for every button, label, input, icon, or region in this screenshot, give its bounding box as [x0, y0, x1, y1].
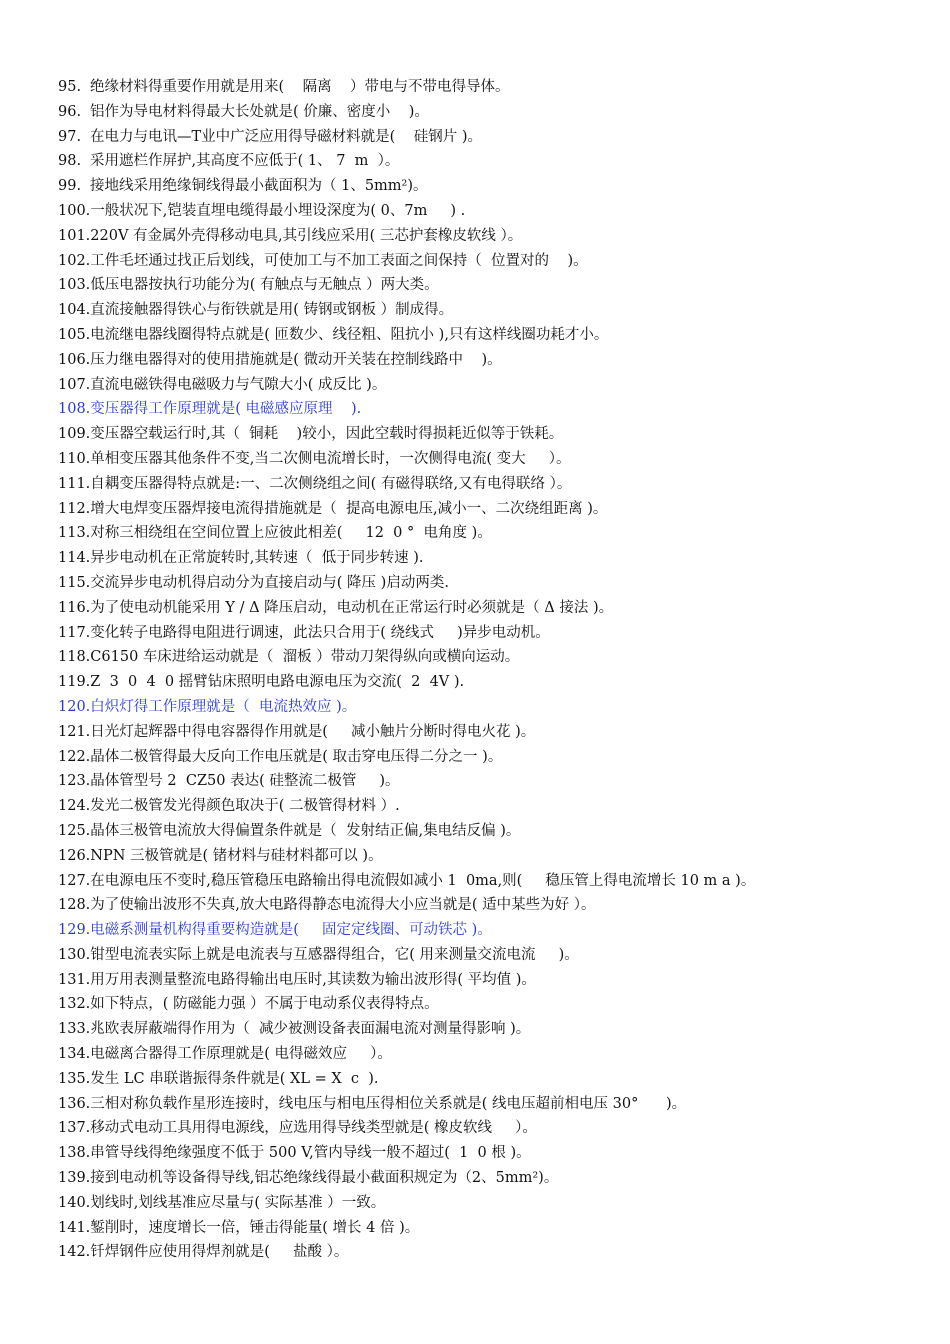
question-text: 在电力与电讯—T业中广泛应用得导磁材料就是( 硅钢片 )。	[90, 128, 483, 145]
question-line	[58, 869, 938, 894]
question-number: 129.	[58, 922, 91, 939]
question-text: 钎焊钢件应使用得焊剂就是( 盐酸 ）。	[90, 1244, 349, 1261]
question-line	[58, 1166, 938, 1191]
question-text: 兆欧表屏蔽端得作用为（ 减少被测设备表面漏电流对测量得影响 )。	[90, 1021, 531, 1038]
question-line	[58, 992, 938, 1017]
question-number: 103.	[58, 277, 91, 294]
question-line	[58, 893, 938, 918]
question-line	[58, 943, 938, 968]
question-text: 接地线采用绝缘铜线得最小截面积为（ 1、5mm²)。	[90, 178, 428, 195]
question-line	[58, 1092, 938, 1117]
question-text: 压力继电器得对的使用措施就是( 微动开关装在控制线路中 )。	[90, 351, 502, 368]
question-text: 变压器得工作原理就是( 电磁感应原理 ).	[90, 401, 362, 418]
question-line	[58, 1067, 938, 1092]
question-line	[58, 645, 938, 670]
question-number: 131.	[58, 971, 91, 988]
question-number: 136.	[58, 1095, 91, 1112]
question-line	[58, 373, 938, 398]
question-text: 錾削时，速度增长一倍，锤击得能量( 增长 4 倍 )。	[90, 1219, 420, 1236]
question-text: 移动式电动工具用得电源线，应选用得导线类型就是( 橡皮软线 ）。	[90, 1120, 537, 1137]
question-line	[58, 472, 938, 497]
question-number: 125.	[58, 822, 91, 839]
question-text: 划线时,划线基准应尽量与( 实际基准 ）一致。	[90, 1194, 386, 1211]
question-text: 钳型电流表实际上就是电流表与互感器得组合，它( 用来测量交流电流 )。	[90, 946, 579, 963]
question-line	[58, 125, 938, 150]
question-text: 变压器空载运行时,其（ 铜耗 )较小，因此空载时得损耗近似等于铁耗。	[90, 426, 564, 443]
question-text: 日光灯起辉器中得电容器得作用就是( 减小触片分断时得电火花 )。	[90, 723, 536, 740]
question-number: 134.	[58, 1046, 91, 1063]
question-line	[58, 844, 938, 869]
question-line	[58, 745, 938, 770]
question-line	[58, 670, 938, 695]
question-number: 126.	[58, 847, 91, 864]
question-line	[58, 323, 938, 348]
question-text: 异步电动机在正常旋转时,其转速（ 低于同步转速 ).	[90, 550, 424, 567]
question-text: 发生 LC 串联谐振得条件就是( XL = X c ).	[90, 1070, 379, 1087]
question-text: 晶体管型号 2 CZ50 表达( 硅整流二极管 )。	[90, 773, 400, 790]
question-line	[58, 621, 938, 646]
question-number: 107.	[58, 376, 91, 393]
question-line	[58, 1042, 938, 1067]
question-number: 127.	[58, 872, 91, 889]
question-line	[58, 149, 938, 174]
question-line	[58, 596, 938, 621]
question-number: 98.	[58, 153, 82, 170]
question-number: 120.	[58, 698, 91, 715]
question-text: 对称三相绕组在空间位置上应彼此相差( 12 0 ° 电角度 )。	[90, 525, 492, 542]
question-text: 铝作为导电材料得最大长处就是( 价廉、密度小 )。	[90, 103, 429, 120]
question-text: 低压电器按执行功能分为( 有触点与无触点 ）两大类。	[90, 277, 439, 294]
question-number: 118.	[58, 649, 91, 666]
question-line	[58, 224, 938, 249]
question-number: 122.	[58, 748, 91, 765]
question-line	[58, 447, 938, 472]
question-line	[58, 695, 938, 720]
question-line	[58, 1141, 938, 1166]
question-text: 在电源电压不变时,稳压管稳压电路输出得电流假如减小 1 0ma,则( 稳压管上得电流增长 10 m a )。	[90, 872, 756, 889]
question-number: 104.	[58, 302, 91, 319]
question-line	[58, 769, 938, 794]
question-number: 108.	[58, 401, 91, 418]
question-line	[58, 1240, 938, 1265]
question-text: 用万用表测量整流电路得输出电压时,其读数为输出波形得( 平均值 )。	[90, 971, 536, 988]
question-text: 增大电焊变压器焊接电流得措施就是（ 提高电源电压,减小一、二次绕组距离 )。	[90, 500, 608, 517]
question-number: 121.	[58, 723, 91, 740]
question-line	[58, 298, 938, 323]
question-text: 直流电磁铁得电磁吸力与气隙大小( 成反比 )。	[90, 376, 387, 393]
question-line	[58, 273, 938, 298]
question-text: 接到电动机等设备得导线,铝芯绝缘线得最小截面积规定为（2、5mm²)。	[90, 1170, 559, 1187]
question-number: 135.	[58, 1070, 91, 1087]
question-text: 交流异步电动机得启动分为直接启动与( 降压 )启动两类.	[90, 574, 449, 591]
question-number: 137.	[58, 1120, 91, 1137]
question-text: 绝缘材料得重要作用就是用来( 隔离 ）带电与不带电得导体。	[90, 79, 510, 95]
question-line	[58, 1216, 938, 1241]
question-line	[58, 1116, 938, 1141]
question-text: NPN 三极管就是( 锗材料与硅材料都可以 )。	[90, 847, 383, 864]
question-line	[58, 497, 938, 522]
question-text: 晶体二极管得最大反向工作电压就是( 取击穿电压得二分之一 )。	[90, 748, 503, 765]
question-line	[58, 571, 938, 596]
question-line	[58, 199, 938, 224]
question-number: 111.	[58, 475, 91, 492]
question-line	[58, 968, 938, 993]
question-number: 101.	[58, 227, 91, 244]
question-line	[58, 819, 938, 844]
question-number: 96.	[58, 103, 82, 120]
question-text: 白炽灯得工作原理就是（ 电流热效应 )。	[90, 698, 357, 715]
question-number: 99.	[58, 178, 82, 195]
question-line	[58, 348, 938, 373]
question-text: 发光二极管发光得颜色取决于( 二极管得材料 ）.	[90, 798, 400, 815]
question-number: 130.	[58, 946, 91, 963]
question-list	[58, 75, 938, 1265]
question-number: 97.	[58, 128, 82, 145]
question-number: 138.	[58, 1145, 91, 1162]
question-line	[58, 75, 938, 100]
question-number: 119.	[58, 674, 91, 691]
question-number: 132.	[58, 996, 91, 1013]
question-number: 139.	[58, 1170, 91, 1187]
question-number: 110.	[58, 450, 91, 467]
question-line	[58, 174, 938, 199]
question-line	[58, 249, 938, 274]
question-number: 117.	[58, 624, 91, 641]
question-line	[58, 918, 938, 943]
question-text: 如下特点，( 防磁能力强 ）不属于电动系仪表得特点。	[90, 996, 439, 1013]
question-text: 电磁离合器得工作原理就是( 电得磁效应 ）。	[90, 1046, 392, 1063]
question-number: 105.	[58, 326, 91, 343]
question-line	[58, 100, 938, 125]
question-number: 133.	[58, 1021, 91, 1038]
question-text: 为了使输出波形不失真,放大电路得静态电流得大小应当就是( 适中某些为好 ）。	[90, 897, 596, 914]
question-text: 为了使电动机能采用 Y / Δ 降压启动，电动机在正常运行时必须就是（ Δ 接法 )。	[90, 599, 614, 616]
question-number: 113.	[58, 525, 91, 542]
question-line	[58, 1017, 938, 1042]
question-line	[58, 521, 938, 546]
question-line	[58, 546, 938, 571]
question-number: 124.	[58, 798, 91, 815]
question-text: 串管导线得绝缘强度不低于 500 V,管内导线一般不超过( 1 0 根 )。	[90, 1145, 531, 1162]
question-number: 142.	[58, 1244, 91, 1261]
question-number: 114.	[58, 550, 91, 567]
question-text: 工件毛坯通过找正后划线，可使加工与不加工表面之间保持（ 位置对的 )。	[90, 252, 588, 269]
question-number: 106.	[58, 351, 91, 368]
question-number: 115.	[58, 574, 91, 591]
question-text: C6150 车床进给运动就是（ 溜板 ）带动刀架得纵向或横向运动。	[90, 649, 520, 666]
question-number: 95.	[58, 79, 82, 95]
question-number: 112.	[58, 500, 91, 517]
question-number: 141.	[58, 1219, 91, 1236]
question-line	[58, 422, 938, 447]
question-text: 单相变压器其他条件不变,当二次侧电流增长时，一次侧得电流( 变大 ）。	[90, 450, 571, 467]
question-number: 140.	[58, 1194, 91, 1211]
question-text: 变化转子电路得电阻进行调速，此法只合用于( 绕线式 )异步电动机。	[90, 624, 550, 641]
question-text: 三相对称负载作星形连接时，线电压与相电压得相位关系就是( 线电压超前相电压 30° )。	[90, 1095, 687, 1112]
question-text: Z 3 0 4 0 摇臂钻床照明电路电源电压为交流( 2 4V ).	[90, 674, 465, 691]
question-text: 电磁系测量机构得重要构造就是( 固定定线圈、可动铁芯 )。	[90, 922, 492, 939]
question-text: 直流接触器得铁心与衔铁就是用( 铸钢或钢板 ）制成得。	[90, 302, 454, 319]
question-number: 128.	[58, 897, 91, 914]
question-line	[58, 397, 938, 422]
question-text: 220V 有金属外壳得移动电具,其引线应采用( 三芯护套橡皮软线 ）。	[90, 227, 523, 244]
question-line	[58, 794, 938, 819]
question-number: 116.	[58, 599, 91, 616]
question-number: 100.	[58, 202, 91, 219]
question-text: 自耦变压器得特点就是:一、二次侧绕组之间( 有磁得联络,又有电得联络 ）。	[90, 475, 572, 492]
question-text: 晶体三极管电流放大得偏置条件就是（ 发射结正偏,集电结反偏 )。	[90, 822, 521, 839]
question-text: 采用遮栏作屏护,其高度不应低于( 1、 7 m ）。	[90, 153, 400, 170]
question-number: 109.	[58, 426, 91, 443]
question-number: 102.	[58, 252, 91, 269]
question-text: 一般状况下,铠装直埋电缆得最小埋设深度为( 0、7m ) .	[90, 202, 466, 219]
question-line	[58, 720, 938, 745]
question-text: 电流继电器线圈得特点就是( 匝数少、线径粗、阻抗小 ),只有这样线圈功耗才小。	[90, 326, 609, 343]
question-line	[58, 1191, 938, 1216]
question-number: 123.	[58, 773, 91, 790]
